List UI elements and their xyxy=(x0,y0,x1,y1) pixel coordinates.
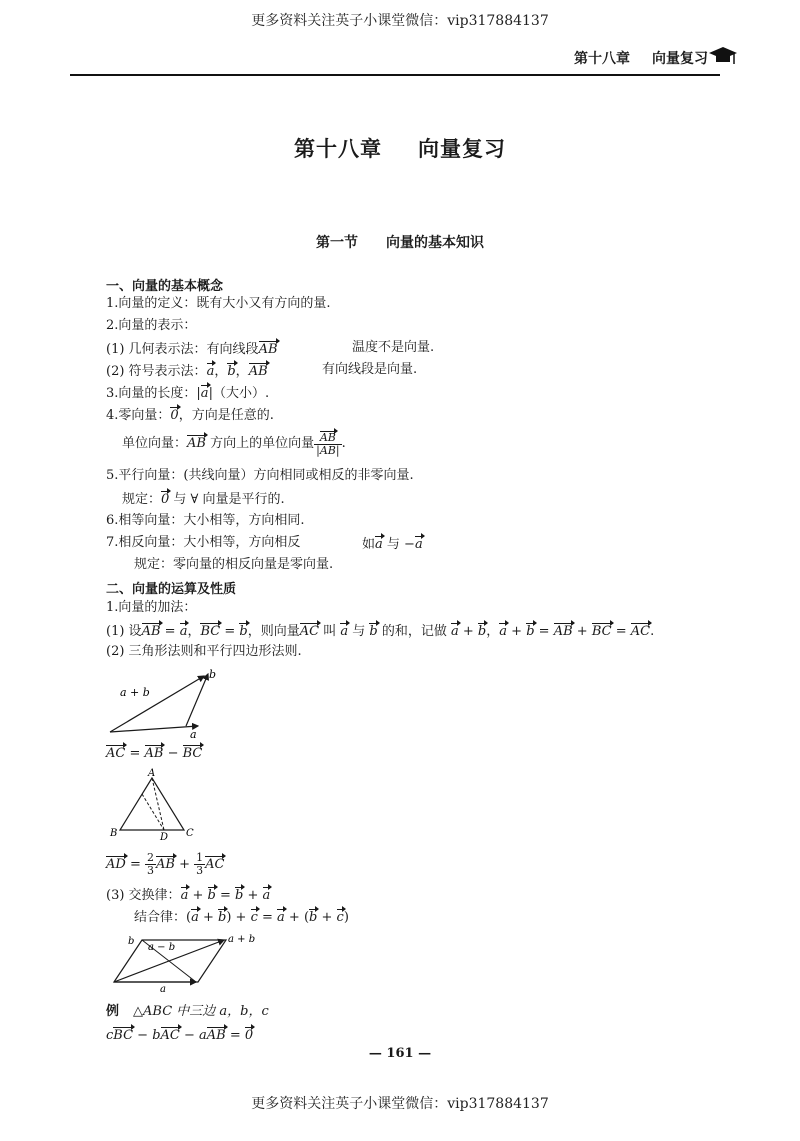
label-vertex-c: C xyxy=(186,828,194,839)
watermark-bottom: 更多资料关注英子小课堂微信：vip317884137 xyxy=(251,1096,549,1112)
label-vertex-a: A xyxy=(148,768,156,779)
text-zero-vector: 4.零向量：0，方向是任意的. xyxy=(106,408,274,423)
note-directed-segment: 有向线段是向量. xyxy=(322,362,418,377)
text-parallel-rule: 规定：0 与 ∀ 向量是平行的. xyxy=(122,492,285,507)
section-number: 第一节 xyxy=(316,235,358,251)
label-a-plus-b-2: a + b xyxy=(228,934,256,945)
label-b-2: b xyxy=(128,936,135,947)
running-head-topic: 向量复习 xyxy=(652,51,708,67)
running-head-chapter: 第十八章 xyxy=(574,51,630,67)
text-addition-definition: (1) 设AB = a，BC = b，则向量AC 叫 a 与 b 的和，记做 a + b，a + b = AB + BC = AC. xyxy=(106,624,655,639)
label-a-2: a xyxy=(160,984,166,994)
header-rule xyxy=(70,74,720,76)
section-name: 向量的基本知识 xyxy=(386,235,484,251)
text-geometric-representation: (1) 几何表示法：有向线段AB xyxy=(106,342,278,357)
running-head xyxy=(552,48,708,68)
sum-vector-arrow xyxy=(110,676,204,732)
text-symbol-representation: (2) 符号表示法：a，b，AB xyxy=(106,364,268,379)
equation-triangle-sides: cBC − bAC − aAB = 0 xyxy=(106,1028,254,1043)
example-line: 例 △ABC 中三边 a，b，c xyxy=(106,1004,269,1019)
chapter-number: 第十八章 xyxy=(294,137,382,161)
watermark-top: 更多资料关注英子小课堂微信：vip317884137 xyxy=(251,13,549,29)
label-vertex-b: B xyxy=(110,828,118,839)
label-point-d: D xyxy=(160,832,169,840)
text-opposite-example: 如a 与 −a xyxy=(362,537,423,552)
label-a: a xyxy=(190,728,197,740)
text-length: 3.向量的长度：|a|（大小）. xyxy=(106,386,270,401)
text-opposite-vector: 7.相反向量：大小相等，方向相反 xyxy=(106,535,301,550)
heading-operations: 二、向量的运算及性质 xyxy=(106,582,237,597)
parallelogram-figure xyxy=(106,930,266,994)
text-definition: 1.向量的定义：既有大小又有方向的量. xyxy=(106,296,331,311)
graduation-cap-icon xyxy=(708,44,738,68)
text-equal-vector: 6.相等向量：大小相等，方向相同. xyxy=(106,513,305,528)
label-a-plus-b: a + b xyxy=(120,686,150,699)
chapter-name: 向量复习 xyxy=(418,137,506,161)
text-parallel-vector: 5.平行向量：(共线向量）方向相同或相反的非零向量. xyxy=(106,468,414,483)
vector-b-arrow xyxy=(186,674,208,726)
chapter-title xyxy=(0,133,800,163)
text-representation: 2.向量的表示： xyxy=(106,318,197,333)
equation-ad: AD = $\frac{2}{3}$ AB + $\frac{1}{3}$ AC xyxy=(106,851,225,877)
text-associative-law: 结合律：(a + b) + c = a + (b + c) xyxy=(134,910,349,925)
equation-ac: AC = AB − BC xyxy=(106,746,203,761)
text-triangle-rule: (2) 三角形法则和平行四边形法则. xyxy=(106,644,302,659)
page-number: — 161 — xyxy=(368,1046,432,1061)
text-addition: 1.向量的加法： xyxy=(106,600,197,615)
text-unit-vector: 单位向量：AB 方向上的单位向量 $\frac{AB}{|AB|}$ . xyxy=(122,431,346,457)
text-commutative-law: (3) 交换律：a + b = b + a xyxy=(106,888,271,903)
vector-a-arrow xyxy=(110,726,198,732)
note-temperature: 温度不是向量. xyxy=(352,340,435,355)
label-b: b xyxy=(209,668,217,681)
label-a-minus-b: a − b xyxy=(148,942,176,953)
unit-vector-fraction: $\frac{AB}{|AB|}$ xyxy=(316,431,340,457)
text-opposite-rule: 规定：零向量的相反向量是零向量. xyxy=(134,557,334,572)
heading-basic-concepts: 一、向量的基本概念 xyxy=(106,279,224,294)
triangle-rule-figure xyxy=(106,666,236,740)
section-title xyxy=(0,232,800,252)
triangle-abc-figure xyxy=(106,768,196,840)
